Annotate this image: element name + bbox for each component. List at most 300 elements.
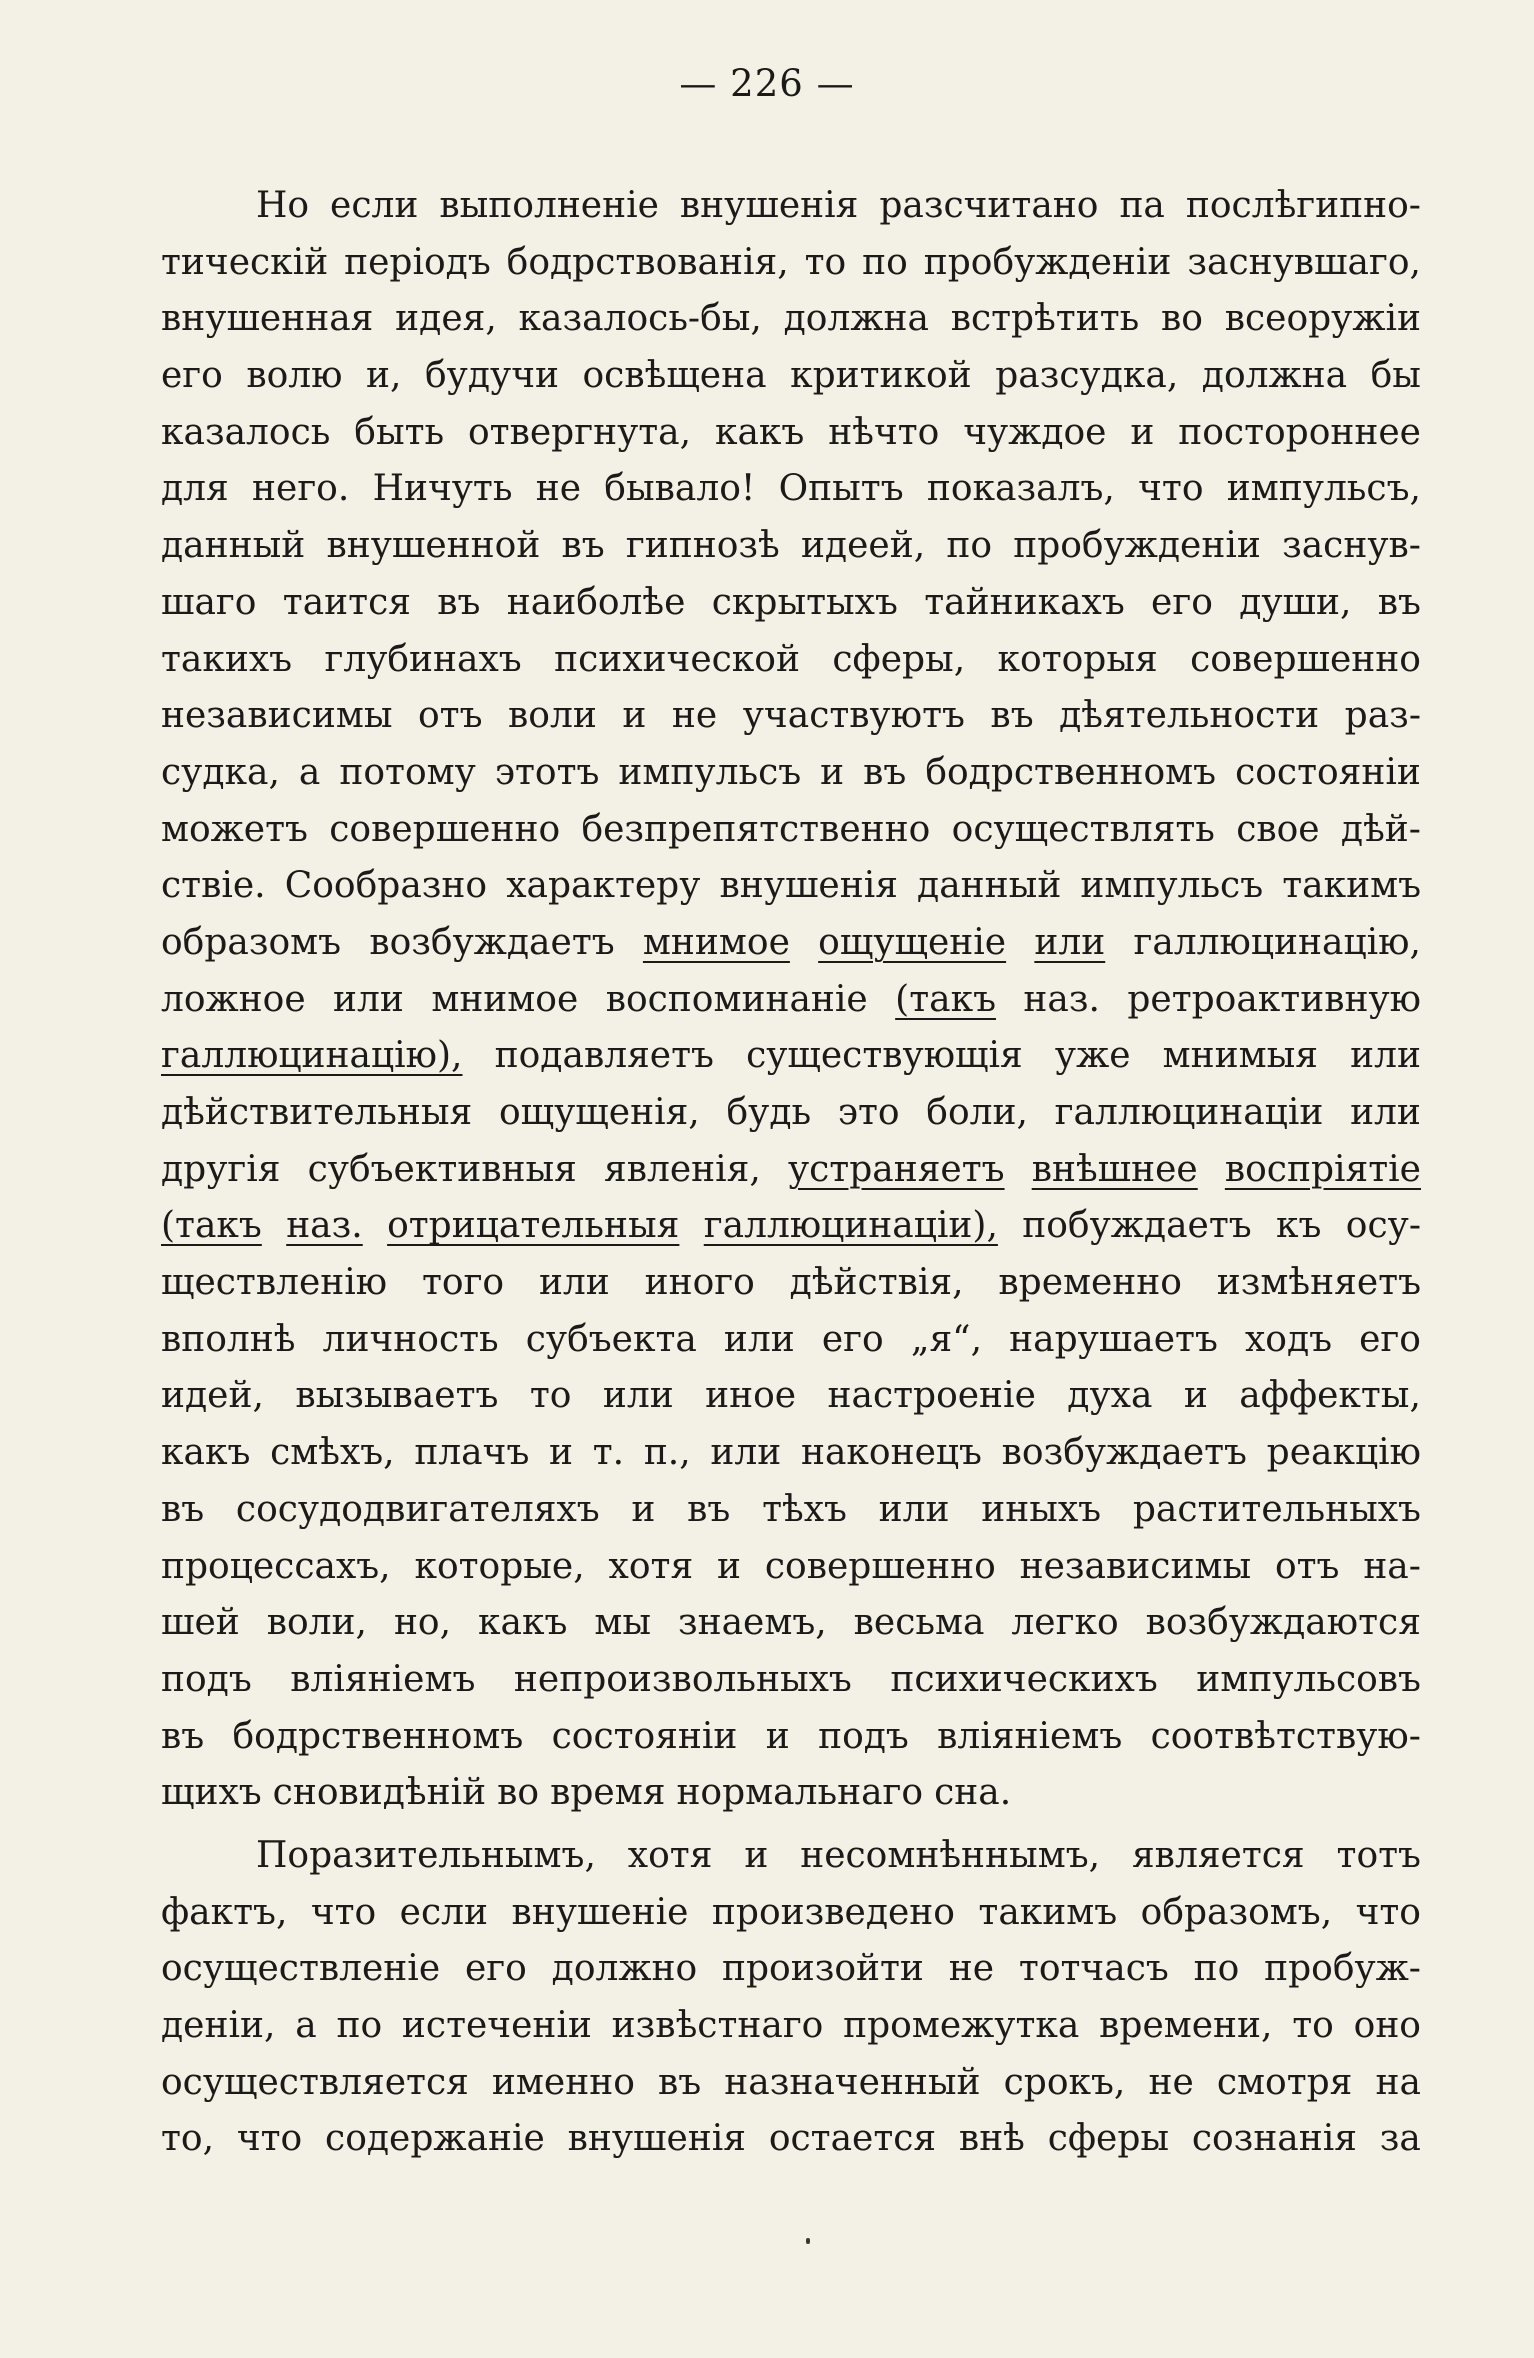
word: ствіе. [161, 865, 266, 907]
text-line [161, 2055, 1421, 2112]
word: истеченіи [401, 2005, 592, 2046]
text-line [161, 1085, 1421, 1142]
word: выполненіе [439, 185, 659, 226]
text-line [161, 1941, 1421, 1998]
word: произойти [722, 1948, 924, 1990]
word: что [310, 1891, 377, 1933]
word: не [535, 468, 582, 510]
word: является [1131, 1834, 1305, 1876]
word: должно [551, 1948, 698, 1990]
word: Ничуть [372, 468, 513, 510]
text-line [161, 632, 1421, 689]
word: данный [917, 865, 1062, 907]
word: отъ [1274, 1545, 1340, 1587]
word: устраняетъ [787, 1148, 1005, 1190]
word: и [765, 1715, 790, 1757]
word: во [1160, 298, 1203, 340]
word: времени, [1099, 2005, 1273, 2046]
word: его [464, 1948, 527, 1990]
text-line [161, 1828, 1421, 1885]
word: ществленію [161, 1262, 388, 1304]
word: боли, [926, 1092, 1028, 1133]
word: сферы [1047, 2118, 1170, 2160]
word: по [1193, 1948, 1240, 1990]
word: дѣйствія, [789, 1262, 964, 1304]
word: весьма [853, 1602, 985, 1644]
word: произведено [711, 1891, 955, 1933]
word: мнимое [431, 978, 579, 1020]
word: остается [768, 2118, 937, 2160]
page-number: — 226 — [679, 62, 855, 105]
word: или [333, 978, 404, 1020]
word: и [744, 1834, 769, 1876]
word: внушеніе [511, 1891, 689, 1933]
word: его [161, 355, 223, 397]
word: осуществлять [951, 808, 1215, 850]
word: души, [1239, 581, 1352, 623]
word: соотвѣтствую- [1150, 1715, 1421, 1757]
word: Сообразно [284, 865, 488, 907]
word: этотъ [494, 751, 600, 793]
word: нормальнаго [676, 1772, 924, 1814]
word: или [1350, 1035, 1421, 1077]
word: вліяніемъ [290, 1658, 476, 1700]
word: бывало! [604, 468, 756, 510]
word: воли [508, 695, 597, 737]
word: возбуждаетъ [369, 921, 615, 963]
word: такихъ [161, 638, 293, 680]
word: на- [1363, 1545, 1421, 1587]
word: галлюцинаціи), [703, 1205, 998, 1247]
word: по [946, 525, 993, 567]
word: отъ [418, 695, 483, 737]
text-line [161, 1028, 1421, 1085]
word: Поразительнымъ, [256, 1834, 596, 1876]
word: что [1138, 468, 1204, 510]
word: иное [705, 1375, 797, 1417]
word: и [622, 695, 647, 737]
word: дѣй- [1340, 808, 1421, 850]
word: бодрственномъ [925, 751, 1217, 793]
word: наконецъ [800, 1432, 982, 1474]
word: и [631, 1488, 656, 1530]
word: внушенной [326, 525, 541, 567]
word: данный [161, 525, 306, 567]
word: по [862, 241, 908, 283]
word: разсчитано [879, 185, 1099, 226]
word: п., [643, 1432, 691, 1474]
text-line [161, 518, 1421, 575]
text-line [161, 348, 1421, 405]
text-line [161, 1312, 1421, 1369]
word: тайникахъ [924, 581, 1125, 623]
word: реакцію [1266, 1432, 1421, 1474]
word: потому [339, 751, 476, 793]
word: измѣняетъ [1216, 1262, 1421, 1304]
word: быть [354, 411, 445, 453]
word: въ [990, 695, 1034, 737]
word: шей [161, 1602, 240, 1644]
word: плачъ [414, 1432, 530, 1474]
word: гипнозѣ [625, 525, 780, 567]
word: вліяніемъ [937, 1715, 1123, 1757]
text-line [161, 461, 1421, 518]
word: участвуютъ [742, 695, 965, 737]
word: возбуждаетъ [1001, 1432, 1247, 1474]
word: въ [161, 1715, 205, 1757]
word: него. [252, 468, 350, 510]
word: на [1375, 2061, 1421, 2103]
word: какъ [714, 411, 805, 453]
word: независимы [161, 695, 393, 737]
word: субъективныя [307, 1148, 577, 1190]
word: тотъ [1336, 1834, 1421, 1876]
word: внѣшнее [1031, 1148, 1198, 1190]
word: раз- [1344, 695, 1421, 737]
word: для [161, 468, 229, 510]
text-line [161, 1885, 1421, 1942]
word: должна [1201, 355, 1348, 397]
word: такимъ [978, 1891, 1118, 1933]
word: пробужденіи [923, 241, 1172, 283]
word: дѣятельности [1059, 695, 1320, 737]
word: идея, [395, 298, 497, 340]
word: не [671, 695, 718, 737]
word: несомнѣннымъ, [800, 1834, 1101, 1876]
word: именно [491, 2061, 635, 2103]
word: казалось [161, 411, 331, 453]
word: какъ [478, 1602, 568, 1644]
word: въ [161, 1488, 205, 1530]
word: что [1355, 1891, 1421, 1933]
word: или [710, 1432, 782, 1474]
word: отвергнута, [468, 411, 692, 453]
word: постороннее [1178, 411, 1421, 453]
word: и [1130, 411, 1155, 453]
word: тѣхъ [762, 1488, 847, 1530]
word: ретроактивную [1127, 978, 1421, 1020]
text-line [161, 575, 1421, 632]
word: такимъ [1282, 865, 1421, 907]
word: или [878, 1488, 950, 1530]
word: внушенія [567, 2118, 747, 2160]
word: хотя [627, 1834, 713, 1876]
word: подавляетъ [494, 1035, 714, 1077]
word: не [948, 1948, 995, 1990]
word: внѣ [958, 2118, 1025, 2160]
word: скрытыхъ [711, 581, 898, 623]
word: будучи [424, 355, 559, 397]
word: воспріятіе [1224, 1148, 1421, 1190]
word: хотя [608, 1545, 694, 1587]
word: не [1148, 2061, 1194, 2103]
word: образомъ [161, 921, 342, 963]
word: идей, [161, 1375, 264, 1417]
word: нѣчто [828, 411, 940, 453]
word: совершенно [329, 808, 561, 850]
word: безпрепятственно [581, 808, 931, 850]
word: или [602, 1375, 674, 1417]
word: импульсъ [618, 751, 802, 793]
word: воли, [266, 1602, 367, 1644]
word: мнимое [642, 921, 790, 963]
word: мы [594, 1602, 651, 1644]
word: или [1034, 921, 1106, 963]
word: во [497, 1772, 540, 1814]
word: въ [1377, 581, 1421, 623]
paragraph [161, 1828, 1421, 2168]
word: импульсъ, [1226, 468, 1421, 510]
word: по [336, 2005, 383, 2046]
word: въ [687, 1488, 731, 1530]
word: промежутка [843, 2005, 1080, 2046]
word: мнимыя [1162, 1035, 1318, 1077]
text-line [161, 972, 1421, 1029]
word: легко [1011, 1602, 1119, 1644]
word: подъ [161, 1658, 252, 1700]
word: бы [1370, 355, 1421, 397]
text-line [161, 1709, 1421, 1766]
word: смѣхъ, [270, 1432, 395, 1474]
word: за [1379, 2118, 1421, 2160]
word: должна [783, 298, 929, 340]
word: разсудка, [995, 355, 1179, 397]
word: (такъ [161, 1205, 262, 1247]
word: содержаніе [325, 2118, 545, 2160]
word: сна. [934, 1772, 1012, 1814]
word: импульсовъ [1196, 1658, 1421, 1700]
word: то [1292, 2005, 1334, 2046]
word: характеру [506, 865, 701, 907]
word: дѣйствительныя [161, 1092, 473, 1133]
word: глубинахъ [324, 638, 522, 680]
word: и [549, 1432, 574, 1474]
text-line [161, 1368, 1421, 1425]
word: идеей, [800, 525, 926, 567]
word: всеоружіи [1224, 298, 1421, 340]
word: воспоминаніе [605, 978, 868, 1020]
word: осу- [1345, 1205, 1421, 1247]
word: галлюцинацію), [161, 1035, 463, 1077]
word: (такъ [895, 978, 996, 1020]
word: осуществленіе [161, 1948, 441, 1990]
word: иныхъ [981, 1488, 1102, 1530]
word: вполнѣ [161, 1318, 296, 1360]
body-text [161, 178, 1421, 2168]
word: образомъ, [1140, 1891, 1333, 1933]
text-line [161, 178, 1421, 235]
text-line [161, 405, 1421, 462]
word: независимы [1019, 1545, 1252, 1587]
word: то [529, 1375, 572, 1417]
word: бодрствованія, [506, 241, 789, 283]
word: время [550, 1772, 666, 1814]
word: шаго [161, 581, 257, 623]
word: и [1183, 1375, 1208, 1417]
word: или [1350, 1092, 1421, 1133]
text-line [161, 1652, 1421, 1709]
word: психическихъ [890, 1658, 1158, 1700]
text-line [161, 1765, 1421, 1822]
word: галлюцинацію, [1133, 921, 1421, 963]
word: бодрственномъ [232, 1715, 524, 1757]
text-line [161, 915, 1421, 972]
word: или [723, 1318, 795, 1360]
word: его [821, 1318, 884, 1360]
word: и, [366, 355, 402, 397]
word: въ [561, 525, 605, 567]
word: сферы, [832, 638, 966, 680]
word: аффекты, [1239, 1375, 1421, 1417]
word: тотчасъ [1018, 1948, 1169, 1990]
word: Но [256, 185, 310, 226]
word: „я“, [910, 1318, 983, 1360]
word: процессахъ, [161, 1545, 391, 1587]
word: таится [282, 581, 411, 623]
word: періодъ [344, 241, 491, 283]
word: наз. [1023, 978, 1100, 1020]
word: пробужденіи [1013, 525, 1261, 567]
word: временно [998, 1262, 1182, 1304]
word: къ [1276, 1205, 1322, 1247]
word: смотря [1216, 2061, 1353, 2103]
word: какъ [161, 1432, 251, 1474]
word: существующія [746, 1035, 1023, 1077]
word: растительныхъ [1132, 1488, 1421, 1530]
word: духа [1067, 1375, 1153, 1417]
word: сновидѣній [272, 1772, 487, 1814]
word: вызываетъ [295, 1375, 499, 1417]
word: но, [393, 1602, 452, 1644]
word: отрицательныя [387, 1205, 680, 1247]
word: можетъ [161, 808, 308, 850]
text-line [161, 1142, 1421, 1199]
text-line [161, 1198, 1421, 1255]
word: ложное [161, 978, 306, 1020]
word: явленія, [604, 1148, 761, 1190]
word: пробуж- [1264, 1948, 1421, 1990]
text-line [161, 2111, 1421, 2168]
word: волю [246, 355, 343, 397]
text-line [161, 858, 1421, 915]
text-line [161, 1998, 1421, 2055]
word: совершенно [1190, 638, 1421, 680]
word: и [717, 1545, 742, 1587]
word: срокъ, [1003, 2061, 1126, 2103]
word: наз. [286, 1205, 363, 1247]
text-line [161, 1595, 1421, 1652]
word: извѣстнаго [611, 2005, 824, 2046]
word: деніи, [161, 2005, 276, 2046]
word: освѣщена [582, 355, 767, 397]
word: другія [161, 1148, 281, 1190]
word: непроизвольныхъ [513, 1658, 852, 1700]
word: ходъ [1244, 1318, 1333, 1360]
word: въ [657, 2061, 702, 2103]
word: что [236, 2118, 303, 2160]
text-line [161, 1539, 1421, 1596]
word: знаемъ, [677, 1602, 827, 1644]
word: психической [554, 638, 800, 680]
word: галлюцинаціи [1054, 1092, 1324, 1133]
word: которые, [414, 1545, 585, 1587]
word: критикой [790, 355, 972, 397]
text-line [161, 745, 1421, 802]
word: личность [322, 1318, 499, 1360]
word: назначенный [724, 2061, 981, 2103]
text-line [161, 688, 1421, 745]
word: уже [1054, 1035, 1131, 1077]
word: оно [1353, 2005, 1421, 2046]
word: казалось-бы, [518, 298, 762, 340]
word: настроеніе [827, 1375, 1036, 1417]
text-line [161, 802, 1421, 859]
word: судка, [161, 751, 280, 793]
word: его [1151, 581, 1213, 623]
word: иного [644, 1262, 755, 1304]
text-line [161, 1425, 1421, 1482]
word: въ [863, 751, 907, 793]
word: совершенно [764, 1545, 996, 1587]
paragraph [161, 178, 1421, 1822]
word: будь [726, 1092, 812, 1133]
word: чуждое [963, 411, 1107, 453]
text-line [161, 1482, 1421, 1539]
word: внушенная [161, 298, 374, 340]
word: если [330, 185, 419, 226]
word: заснувшаго, [1187, 241, 1421, 283]
word: Опытъ [778, 468, 904, 510]
word: состояніи [1235, 751, 1421, 793]
word: заснув- [1282, 525, 1421, 567]
word: импульсъ [1080, 865, 1264, 907]
word: состояніи [551, 1715, 738, 1757]
word: а [295, 2005, 317, 2046]
text-line [161, 1255, 1421, 1312]
word: то [804, 241, 847, 283]
text-line [161, 235, 1421, 292]
word: па [1119, 185, 1165, 226]
ink-speck [806, 2238, 810, 2244]
word: его [1359, 1318, 1421, 1360]
word: ощущеніе [818, 921, 1007, 963]
word: свое [1236, 808, 1320, 850]
word: подъ [818, 1715, 909, 1757]
word: встрѣтить [950, 298, 1140, 340]
word: осуществляется [161, 2061, 469, 2103]
word: показалъ, [926, 468, 1115, 510]
word: или [538, 1262, 610, 1304]
word: внушенія [679, 185, 859, 226]
word: сознанія [1191, 2118, 1357, 2160]
word: возбуждаются [1145, 1602, 1421, 1644]
word: т. [592, 1432, 625, 1474]
word: субъекта [525, 1318, 697, 1360]
word: фактъ, [161, 1891, 288, 1933]
text-line [161, 291, 1421, 348]
word: щихъ [161, 1772, 262, 1814]
word: наиболѣе [506, 581, 686, 623]
word: нарушаетъ [1009, 1318, 1218, 1360]
word: побуждаетъ [1022, 1205, 1252, 1247]
word: послѣгипно- [1185, 185, 1421, 226]
word: если [399, 1891, 489, 1933]
word: и [820, 751, 845, 793]
word: внушенія [719, 865, 898, 907]
word: сосудодвигателяхъ [235, 1488, 600, 1530]
word: ощущенія, [498, 1092, 700, 1133]
word: которыя [997, 638, 1158, 680]
